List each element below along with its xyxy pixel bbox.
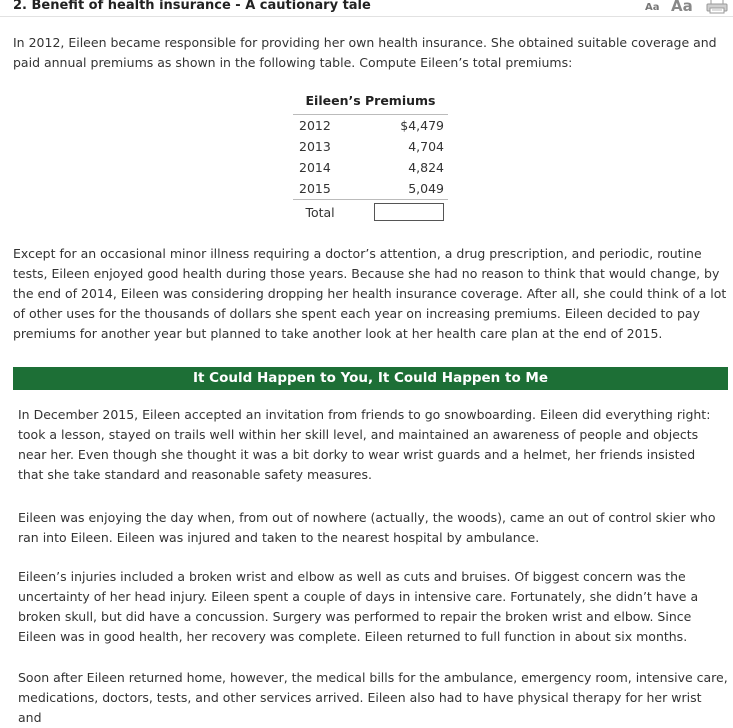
table-row <box>293 178 448 200</box>
row-amount: $4,479 <box>400 118 444 133</box>
print-icon[interactable] <box>706 0 728 14</box>
story-paragraph: Eileen’s injuries included a broken wrist and elbow as well as cuts and bruises. Of biggest concern was the uncertainty of her head injury. Eileen spent a couple of days in intensive care. Fortunately, she didn’t have a broken skull, but did have a concussion. Surgery was performed to repair the broken wrist and elbow. Since Eileen was in good health, her recovery was complete. Eileen returned to full function in about six months. <box>18 569 699 644</box>
premiums-table <box>293 115 448 224</box>
background-paragraph: Except for an occasional minor illness requiring a doctor’s attention, a drug prescription, and periodic, routine tests, Eileen enjoyed good health during those years. Because she had no reason to think that would change, by the end of 2014, Eileen was considering dropping her health insurance coverage. After all, she could think of a lot of other uses for the thousands of dollars she spent each year on increasing premiums. Eileen decided to pay premiums for another year but planned to take another look at her health care plan at the end of 2015. <box>13 246 727 341</box>
row-amount: 5,049 <box>408 181 444 196</box>
font-size-decrease-button[interactable]: Aa <box>645 2 660 13</box>
row-amount: 4,704 <box>408 139 444 154</box>
total-cell <box>347 200 448 225</box>
row-year: 2013 <box>299 139 331 154</box>
table-row <box>293 115 448 136</box>
question-header <box>0 0 733 17</box>
story-paragraph: Eileen was enjoying the day when, from out of nowhere (actually, the woods), came an out of control skier who ran into Eileen. Eileen was injured and taken to the nearest hospital by ambulance. <box>18 510 716 545</box>
table-row <box>293 136 448 157</box>
total-row <box>293 200 448 225</box>
row-amount: 4,824 <box>408 160 444 175</box>
row-year: 2014 <box>299 160 331 175</box>
story-paragraph: Soon after Eileen returned home, however, the medical bills for the ambulance, emergency room, intensive care, medications, doctors, tests, and other services arrived. Eileen also had to have physical therapy for her wrist and <box>18 670 728 725</box>
font-size-increase-button[interactable]: Aa <box>671 0 693 15</box>
story-paragraph: In December 2015, Eileen accepted an invitation from friends to go snowboarding. Eileen did everything right: took a lesson, stayed on trails well within her skill level, and maintained an awareness of people and objects near her. Even though she thought it was a bit dorky to wear wrist guards and a helmet, her friends insisted that she take standard and reasonable safety measures. <box>18 407 711 482</box>
premiums-table-title: Eileen’s Premiums <box>305 93 436 108</box>
table-row <box>293 157 448 178</box>
total-premiums-input[interactable] <box>374 203 444 221</box>
question-title: 2. Benefit of health insurance - A cautionary tale <box>13 0 371 13</box>
row-year: 2015 <box>299 181 331 196</box>
row-year: 2012 <box>299 118 331 133</box>
intro-paragraph: In 2012, Eileen became responsible for providing her own health insurance. She obtained suitable coverage and paid annual premiums as shown in the following table. Compute Eileen’s total premiums: <box>13 35 717 70</box>
total-label: Total <box>293 200 347 225</box>
section-banner: It Could Happen to You, It Could Happen to Me <box>13 367 728 390</box>
